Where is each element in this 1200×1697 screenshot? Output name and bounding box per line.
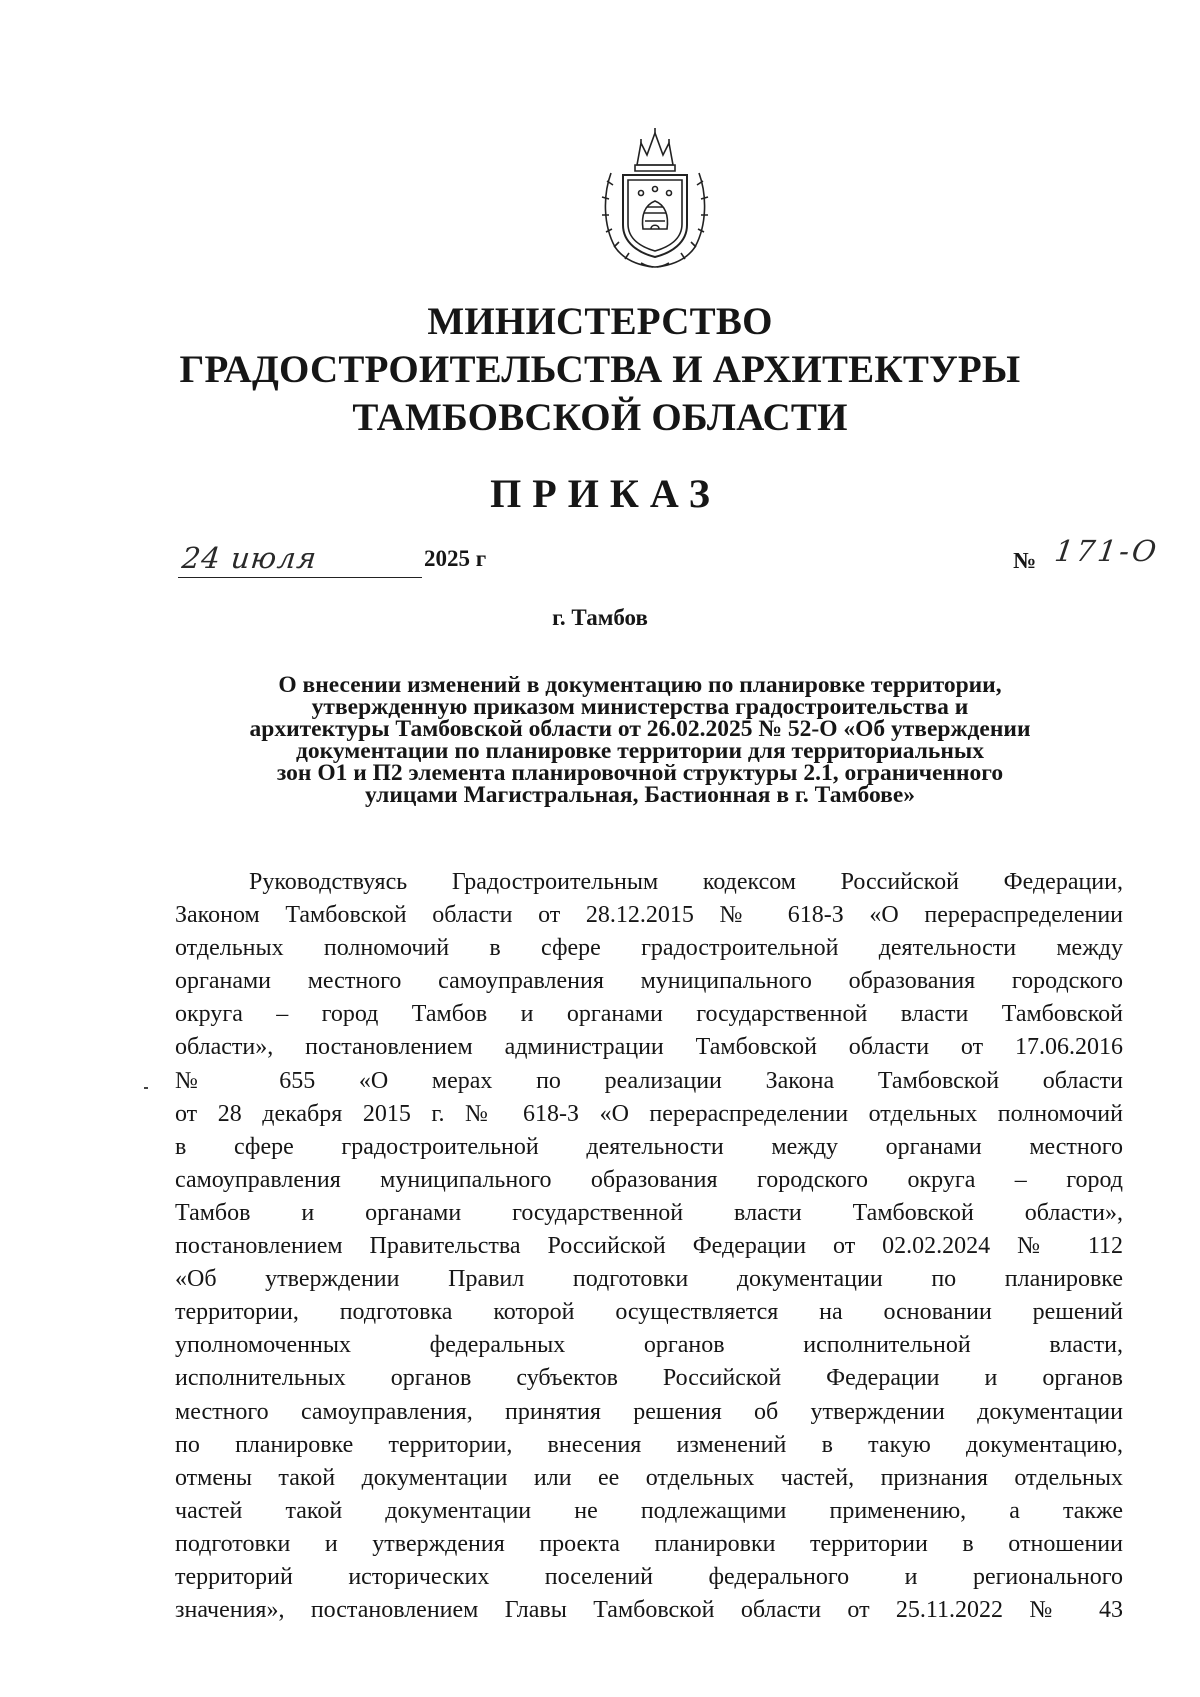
body-line: частей такой документации не подлежащими применению, а также <box>175 1497 1123 1524</box>
tambov-coat-of-arms-icon <box>597 125 713 271</box>
body-line: Законом Тамбовской области от 28.12.2015 № 618-З «О перераспределении <box>175 902 1123 929</box>
subject-line: О внесении изменений в документацию по планировке территории, <box>278 672 1002 698</box>
body-line: исполнительных органов субъектов Российской Федерации и органов <box>175 1365 1123 1392</box>
body-line: «Об утверждении Правил подготовки документации по планировке <box>175 1266 1123 1293</box>
subject-line: улицами Магистральная, Бастионная в г. Тамбове» <box>364 782 916 808</box>
body-paragraph <box>175 866 1123 1627</box>
order-subject <box>160 674 1120 806</box>
body-line: местного самоуправления, принятия решения об утверждении документации <box>175 1398 1123 1425</box>
date-underline <box>178 577 422 578</box>
body-line: постановлением Правительства Российской Федерации от 02.02.2024 № 112 <box>175 1233 1123 1260</box>
scan-artifact <box>144 1087 148 1089</box>
subject-line: утвержденную приказом министерства градостроительства и <box>311 694 969 720</box>
ministry-name-line: МИНИСТЕРСТВО <box>427 300 773 343</box>
body-line: по планировке территории, внесения изменений в такую документацию, <box>175 1431 1123 1458</box>
body-line: округа – город Тамбов и органами государственной власти Тамбовской <box>175 1001 1123 1028</box>
handwritten-date: 24 июля <box>180 541 319 575</box>
body-line: территорий исторических поселений федерального и регионального <box>175 1563 1123 1590</box>
document-type: ПРИКАЗ <box>490 471 721 516</box>
body-line: Руководствуясь Градостроительным кодексом Российской Федерации, <box>249 869 1123 895</box>
body-line: подготовки и утверждения проекта планировки территории в отношении <box>175 1530 1123 1557</box>
date-year: 2025 г <box>424 546 487 571</box>
body-line: от 28 декабря 2015 г. № 618-З «О перераспределении отдельных полномочий <box>175 1100 1123 1127</box>
body-line: отдельных полномочий в сфере градостроительной деятельности между <box>175 935 1123 962</box>
ministry-name-line: ГРАДОСТРОИТЕЛЬСТВА И АРХИТЕКТУРЫ <box>179 348 1021 391</box>
ministry-name <box>0 298 1200 442</box>
subject-line: архитектуры Тамбовской области от 26.02.2025 № 52-О «Об утверждении <box>249 716 1031 742</box>
ministry-name-line: ТАМБОВСКОЙ ОБЛАСТИ <box>352 396 848 439</box>
city: г. Тамбов <box>552 605 648 630</box>
body-line: области», постановлением администрации Тамбовской области от 17.06.2016 <box>175 1034 1123 1061</box>
body-line: в сфере градостроительной деятельности между органами местного <box>175 1133 1123 1160</box>
body-line: № 655 «О мерах по реализации Закона Тамбовской области <box>175 1067 1123 1094</box>
body-line: отмены такой документации или ее отдельных частей, признания отдельных <box>175 1464 1123 1491</box>
subject-line: документации по планировке территории для территориальных <box>295 738 985 764</box>
subject-line: зон О1 и П2 элемента планировочной структуры 2.1, ограниченного <box>276 760 1004 786</box>
number-label: № <box>1013 548 1037 573</box>
handwritten-number: 171-О <box>1052 534 1162 568</box>
body-line: уполномоченных федеральных органов исполнительной власти, <box>175 1332 1123 1359</box>
body-line: значения», постановлением Главы Тамбовской области от 25.11.2022 № 43 <box>175 1597 1123 1624</box>
body-line: территории, подготовка которой осуществляется на основании решений <box>175 1299 1123 1326</box>
body-line: органами местного самоуправления муниципального образования городского <box>175 968 1123 995</box>
body-line: самоуправления муниципального образования городского округа – город <box>175 1166 1123 1193</box>
body-line: Тамбов и органами государственной власти Тамбовской области», <box>175 1199 1123 1226</box>
